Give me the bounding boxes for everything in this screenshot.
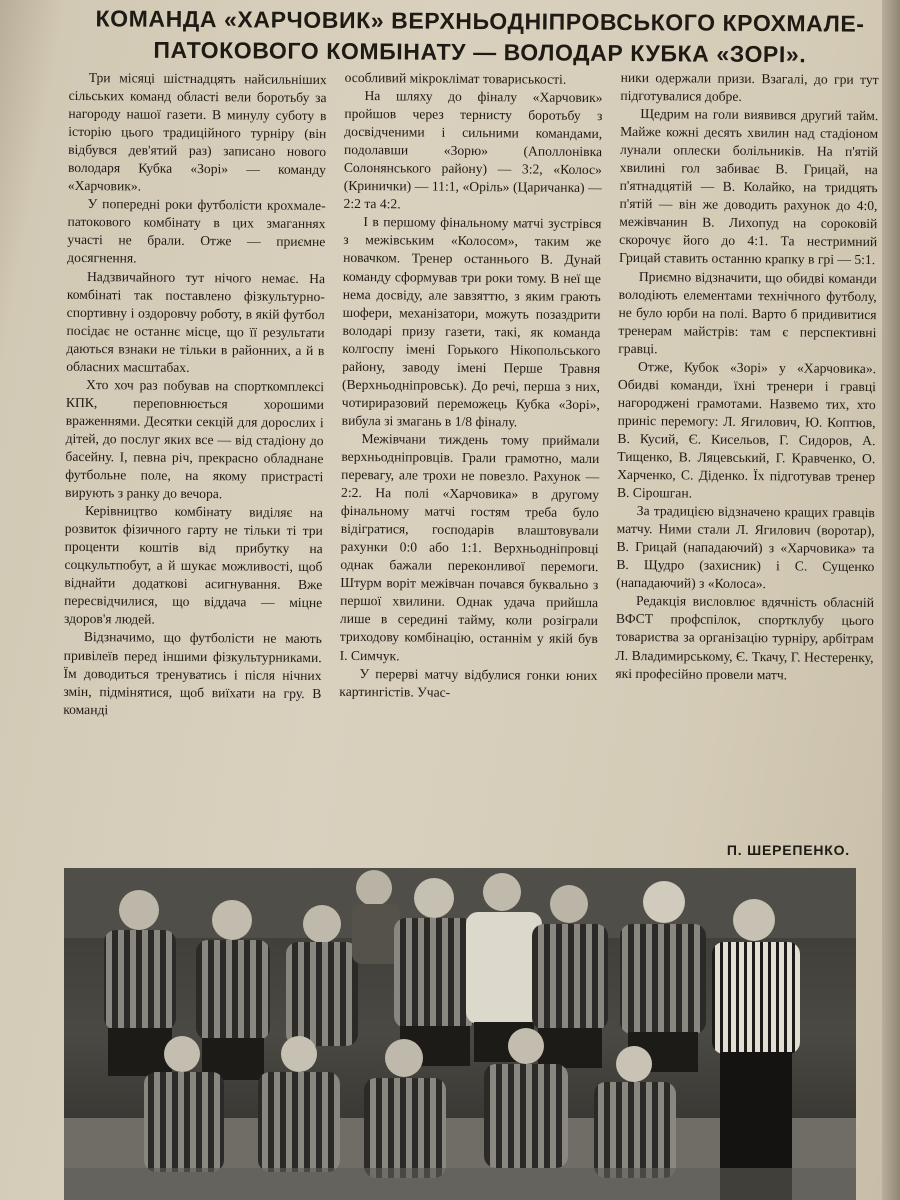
headline-line-2: ПАТОКОВОГО КОМБІНАТУ — ВОЛОДАР КУБКА «ЗОРІ». (153, 36, 807, 68)
article-column-3 (615, 69, 878, 685)
paragraph: особливий мікроклімат товариськості. (344, 69, 567, 87)
paragraph: Отже, Кубок «Зорі» у «Харчовика». Обидві команди, їхні тренери і гравці нагороджені грамотами. Назвемо тих, хто приніс перемогу: Л. Ягилович, Ю. Коптюв, В. Кусий, Є. Кисельов, Г. Сидоров, А. Тищенко, В. Ляцевський, Г. Кравченко, О. Харченко, С. Діденко. Їх підготував тренер В. Сірошган. (616, 358, 877, 501)
article-headline (70, 3, 890, 71)
paragraph: Відзначимо, що футболісти не мають привілеїв перед іншими фізкультурниками. Їм доводиться тренуватись і після нічних змін, підмінятися, щоб виїхати на гру. В команді (63, 629, 322, 717)
paragraph: У перерві матчу відбулися гонки юних картингістів. Учас- (339, 665, 598, 700)
author-signature: П. ШЕРЕПЕНКО. (726, 842, 850, 858)
paragraph: І в першому фінальному матчі зустрівся з межівським «Колосом», таким же новачком. Тренер останнього В. Дунай команду сформував три роки тому. В неї ще нема досвіду, але завзяттю, з яким грають шофери, механізатори, можуть позаздрити володарі призу газети, такі, як команда колгоспу імені Горького Нікопольського району, заводу імені Перше Травня (Верхньодніпровськ). До речі, перша з них, чотириразовий переможець Кубка «Зорі», вибула зі змагань в 1/8 фіналу. (341, 214, 602, 430)
paragraph: Три місяці шістнадцять найсильніших сільських команд області вели боротьбу за нагороду нашої газети. В минулу суботу в історію цього традиційного турніру (він відбувся дев'ятий раз) записано нового володаря Кубка «Зорі» — команду «Харчовик». (67, 70, 327, 194)
paragraph: Приємно відзначити, що обидві команди володіють елементами технічного футболу, не було юрби на полі. Варто б придивитися тренерам майстрів: там є перспективні гравці. (618, 268, 877, 356)
paragraph: ники одержали призи. Взагалі, до гри тут підготувалися добре. (620, 69, 879, 104)
headline-line-1: КОМАНДА «ХАРЧОВИК» ВЕРХНЬОДНІПРОВСЬКОГО КРОХМАЛЕ- (95, 5, 865, 37)
paragraph: Щедрим на голи виявився другий тайм. Майже кожні десять хвилин над стадіоном лунали оплески болільників. На п'ятій хвилині гол забиває В. Грицай, на п'ятнадцятій — В. Колайко, на тридцять п'ятій — він же доводить рахунок до 4:0, межівчанин В. Лихопуд на сороковій скорочує його до 4:1. Та нестримний Грицай ставить останню крапку в грі — 5:1. (618, 106, 879, 268)
paragraph: За традицією відзначено кращих гравців матчу. Ними стали Л. Ягилович (воротар), В. Грицай (нападаючий) з «Харчовика» та В. Щудро (захисник) і С. Сущенко (нападаючий) з «Колоса». (616, 503, 875, 592)
team-photo (64, 868, 856, 1200)
paragraph: Керівництво комбінату виділяє на розвиток фізичного гарту не тільки ті три проценти коштів від прибутку на соцкультпобут, а й шукає можливості, щоб віднайти додаткові асигнування. Вже пересвідчилися, що віддача — міцне здоров'я людей. (63, 503, 324, 628)
coach-figure (712, 899, 800, 1200)
paragraph: Хто хоч раз побував на спорткомплексі КПК, переповнюється хорошими враженнями. Десятки секцій для дорослих і дітей, до послуг яких все — від стадіону до басейну. І, певна річ, прекрасно обладнане футбольне поле, на якому пристрасті вирують з ранку до вечора. (65, 376, 325, 502)
paragraph: У попередні роки футболісти крохмале-патокового комбінату в цих змаганнях участі не брали. Отже — приємне досягнення. (67, 196, 326, 266)
paragraph: Межівчани тиждень тому приймали верхньодніпровців. Грали грамотно, мали перевагу, але трохи не повезло. Рахунок — 2:2. На полі «Харчовика» в другому фінальному матчі гостям треба було відігратися, господарів влаштовували рахунки 0:0 або 1:1. Верхньодніпровці однак бажали переконливої перемоги. Штурм воріт межівчан почався буквально з першої хвилини. Однак удача прийшла лише в середині тайму, коли розіграли триходову комбінацію, останнім у якій був І. Симчук. (339, 430, 600, 663)
paragraph: Надзвичайного тут нічого немає. На комбінаті так поставлено фізкультурно-спортивну і оздоровчу роботу, в якій футбол посідає не останнє місце, що її результати даються взнаки не тільки в районних, а й в обласних масштабах. (66, 268, 326, 375)
page-edge (882, 0, 900, 1200)
team-photo-image (64, 868, 856, 1200)
article-column-1 (63, 69, 327, 721)
paragraph: На шляху до фіналу «Харчовик» пройшов через тернисту боротьбу з досвідченими і сильними командами, подолавши «Зорю» (Аполлонівка Солонянського району) — 3:2, «Колос» (Кринички) — 11:1, «Оріль» (Царичанка) — 2:2 та 4:2. (343, 88, 603, 212)
paragraph: Редакція висловлює вдячність обласній ВФСТ профспілок, спортклубу цього товариства за організацію турніру, арбітрам Л. Владимирському, Є. Ткачу, Г. Нестеренку, які професійно провели матч. (615, 593, 875, 682)
article-column-2 (339, 69, 603, 703)
